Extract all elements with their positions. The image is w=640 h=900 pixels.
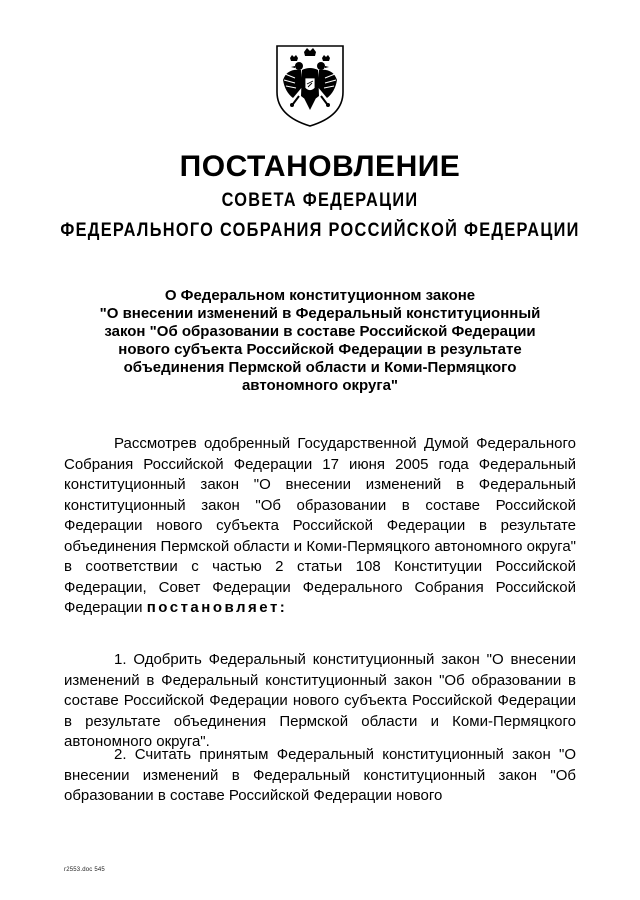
subject-line: объединения Пермской области и Коми-Пермяцкого — [123, 359, 517, 376]
clause-2-paragraph — [64, 745, 576, 807]
clause-1-text: 1. Одобрить Федеральный конституционный закон "О внесении изменений в Федеральный конституционный закон "Об образовании в составе Российской Федерации нового субъекта Российской Федерации в результате объединения Пермской области и Коми-Пермяцкого автономного округа". — [64, 651, 576, 750]
subject-line: закон "Об образовании в составе Российской Федерации — [104, 323, 536, 340]
subject-line: нового субъекта Российской Федерации в результате — [118, 341, 522, 358]
preamble-paragraph — [64, 434, 576, 619]
subject-line: "О внесении изменений в Федеральный конституционный — [99, 305, 541, 322]
issuing-body-line1: СОВЕТА ФЕДЕРАЦИИ — [221, 190, 419, 211]
resolves-keyword: постановляет: — [146, 599, 288, 616]
resolution-subject — [70, 287, 570, 395]
subject-line: О Федеральном конституционном законе — [164, 287, 476, 304]
file-reference: r2553.doc 545 — [64, 867, 105, 873]
double-headed-eagle-icon — [271, 40, 349, 128]
preamble-text: Рассмотрев одобренный Государственной Думой Федерального Собрания Российской Федерации 17 июня 2005 года Федеральный конституционный закон "О внесении изменений в Федеральный конституционный закон "Об образовании в составе Российской Федерации нового субъекта Российской Федерации в результате объединения Пермской области и Коми-Пермяцкого автономного округа" в соответствии с частью 2 статьи 108 Конституции Российской Федерации, Совет Федерации Федерального Собрания Российской Федерации — [64, 435, 576, 616]
clause-2-text: 2. Считать принятым Федеральный конституционный закон "О внесении изменений в Федеральный конституционный закон "Об образовании в составе Российской Федерации нового — [64, 746, 576, 804]
subject-line: автономного округа" — [241, 377, 399, 394]
document-title: ПОСТАНОВЛЕНИЕ — [179, 150, 461, 183]
issuing-body-line2: ФЕДЕРАЛЬНОГО СОБРАНИЯ РОССИЙСКОЙ ФЕДЕРАЦИИ — [60, 220, 580, 241]
clause-1-paragraph — [64, 650, 576, 753]
